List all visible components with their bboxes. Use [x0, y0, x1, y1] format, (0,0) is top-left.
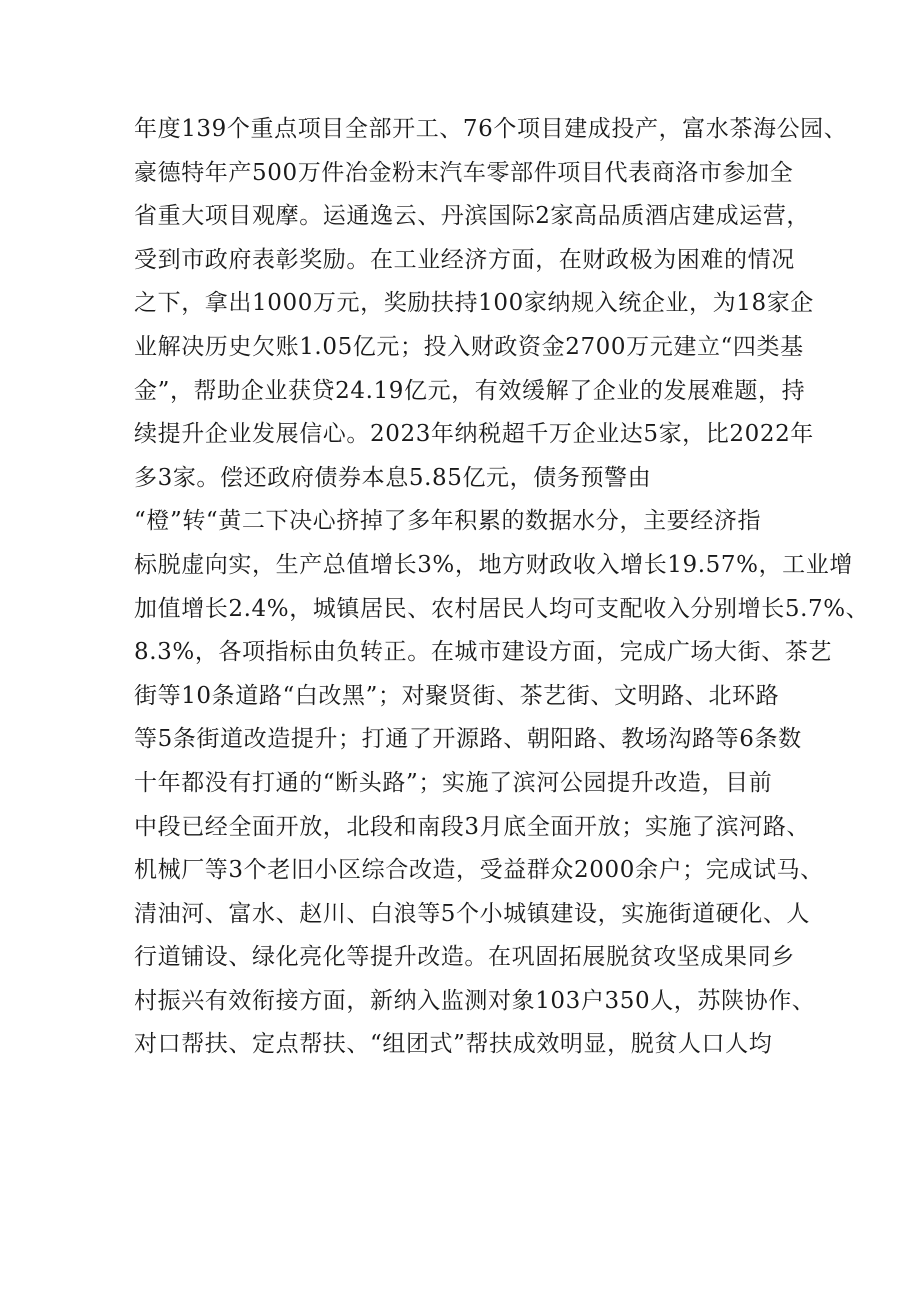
text-line: 受到市政府表彰奖励。在工业经济方面，在财政极为困难的情况 [134, 246, 795, 273]
text-line: 对口帮扶、定点帮扶、“组团式”帮扶成效明显，脱贫人口人均 [134, 1031, 773, 1058]
text-line: 标脱虚向实，生产总值增长3%，地方财政收入增长19.57%，工业增 [134, 551, 853, 578]
text-line: 十年都没有打通的“断头路”；实施了滨河公园提升改造，目前 [134, 769, 773, 796]
text-line: 8.3%，各项指标由负转正。在城市建设方面，完成广场大街、茶艺 [134, 639, 833, 666]
text-line: 等5条街道改造提升；打通了开源路、朝阳路、教场沟路等6条数 [134, 726, 802, 753]
text-line: 业解决历史欠账1.05亿元；投入财政资金2700万元建立“四类基 [134, 333, 804, 360]
text-line: 加值增长2.4%，城镇居民、农村居民人均可支配收入分别增长5.7%、 [134, 595, 870, 622]
text-line: 中段已经全面开放，北段和南段3月底全面开放；实施了滨河路、 [134, 813, 811, 840]
text-line: 续提升企业发展信心。2023年纳税超千万企业达5家，比2022年 [134, 421, 814, 448]
text-line: 豪德特年产500万件冶金粉末汽车零部件项目代表商洛市参加全 [134, 159, 794, 186]
text-line: 之下，拿出1000万元，奖励扶持100家纳规入统企业，为18家企 [134, 290, 814, 317]
text-line: 多3家。偿还政府债券本息5.85亿元，债务预警由 [134, 464, 652, 491]
text-line: 年度139个重点项目全部开工、76个项目建成投产，富水茶海公园、 [134, 116, 848, 142]
text-line: 省重大项目观摩。运通逸云、丹滨国际2家高品质酒店建成运营， [134, 203, 811, 230]
text-line: 行道铺设、绿化亮化等提升改造。在巩固拓展脱贫攻坚成果同乡 [134, 944, 795, 971]
text-line: 机械厂等3个老旧小区综合改造，受益群众2000余户；完成试马、 [134, 857, 824, 884]
text-line: 金”，帮助企业获贷24.19亿元，有效缓解了企业的发展难题，持 [134, 377, 806, 404]
text-line: 村振兴有效衔接方面，新纳入监测对象103户350人，苏陕协作、 [134, 987, 816, 1014]
text-line: 街等10条道路“白改黑”；对聚贤街、茶艺街、文明路、北环路 [134, 682, 780, 709]
text-line: “橙”转“黄二下决心挤掉了多年积累的数据水分，主要经济指 [134, 508, 762, 535]
text-line: 清油河、富水、赵川、白浪等5个小城镇建设，实施街道硬化、人 [134, 900, 811, 927]
body-text [134, 108, 870, 1067]
